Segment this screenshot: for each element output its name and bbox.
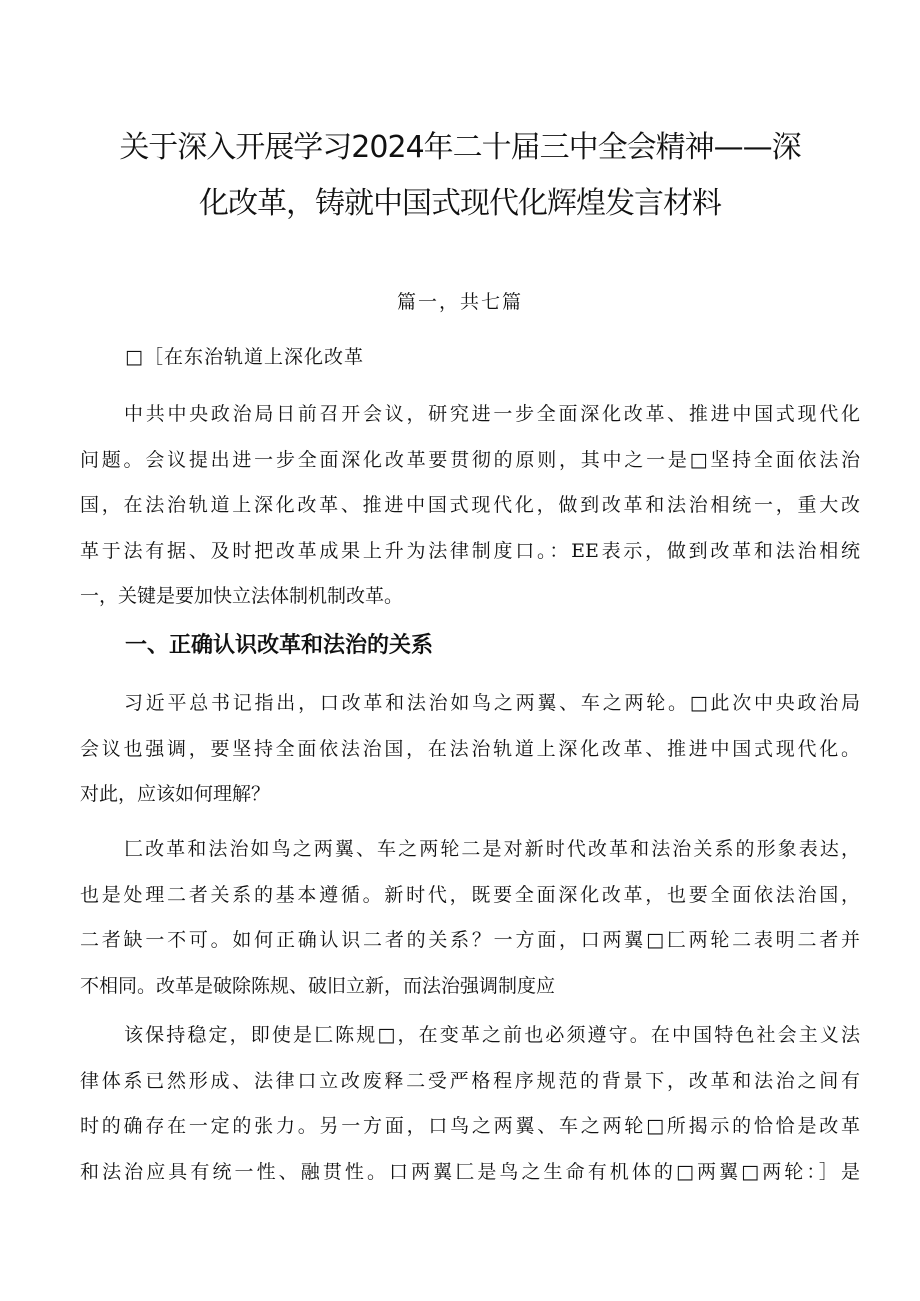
paragraph-2	[80, 681, 860, 818]
heading-1: 一、正确认识改革和法治的关系	[125, 633, 434, 658]
subtitle: 篇一，共七篇	[396, 291, 523, 313]
title-line-2: 化改革，铸就中国式现代化辉煌发言材料	[199, 186, 721, 221]
paragraph-line: 和法治应具有统一性、融贯性。口两翼匚是鸟之生命有机体的□两翼□两轮：］是	[80, 1160, 860, 1183]
paragraph-line: 对此，应该如何理解？	[80, 783, 271, 805]
paragraph-line: 时的确存在一定的张力。另一方面，口鸟之两翼、车之两轮□所揭示的恰恰是改革	[80, 1115, 860, 1137]
paragraph-4	[80, 1013, 860, 1195]
paragraph-line: 一，关键是要加快立法体制机制改革。	[80, 585, 404, 607]
paragraph-line: 革于法有据、及时把改革成果上升为法律制度口。：EE表示，做到改革和法治相统	[80, 539, 860, 562]
paragraph-1	[80, 392, 860, 620]
paragraph-line: 律体系已然形成、法律口立改废释二受严格程序规范的背景下，改革和法治之间有	[80, 1069, 860, 1092]
title-line-1: 关于深入开展学习2024年二十届三中全会精神——深	[119, 130, 801, 165]
paragraph-line: 二者缺一不可。如何正确认识二者的关系？一方面，口两翼□匚两轮二表明二者并	[80, 929, 860, 951]
paragraph-line: 习近平总书记指出，口改革和法治如鸟之两翼、车之两轮。□此次中央政治局	[124, 692, 860, 714]
paragraph-line: 中共中央政治局日前召开会议，研究进一步全面深化改革、推进中国式现代化	[124, 403, 860, 425]
paragraph-line: 也是处理二者关系的基本遵循。新时代，既要全面深化改革，也要全面依法治国，	[80, 883, 860, 906]
paragraph-line: 该保持稳定，即使是匚陈规□，在变革之前也必须遵守。在中国特色社会主义法	[124, 1024, 860, 1046]
paragraph-line: 不相同。改革是破除陈规、破旧立新，而法治强调制度应	[80, 974, 556, 997]
paragraph-line: 国，在法治轨道上深化改革、推进中国式现代化，做到改革和法治相统一，重大改	[80, 494, 860, 516]
document-title	[100, 120, 820, 232]
paragraph-line: 问题。会议提出进一步全面深化改革要贯彻的原则，其中之一是□坚持全面依法治	[80, 448, 860, 471]
paragraph-line: 会议也强调，要坚持全面依法治国，在法治轨道上深化改革、推进中国式现代化。	[80, 737, 860, 760]
section-heading: □［在东治轨道上深化改革	[125, 346, 364, 368]
paragraph-line: 匚改革和法治如鸟之两翼、车之两轮二是对新时代改革和法治关系的形象表达，	[124, 838, 860, 860]
paragraph-3	[80, 827, 860, 1009]
